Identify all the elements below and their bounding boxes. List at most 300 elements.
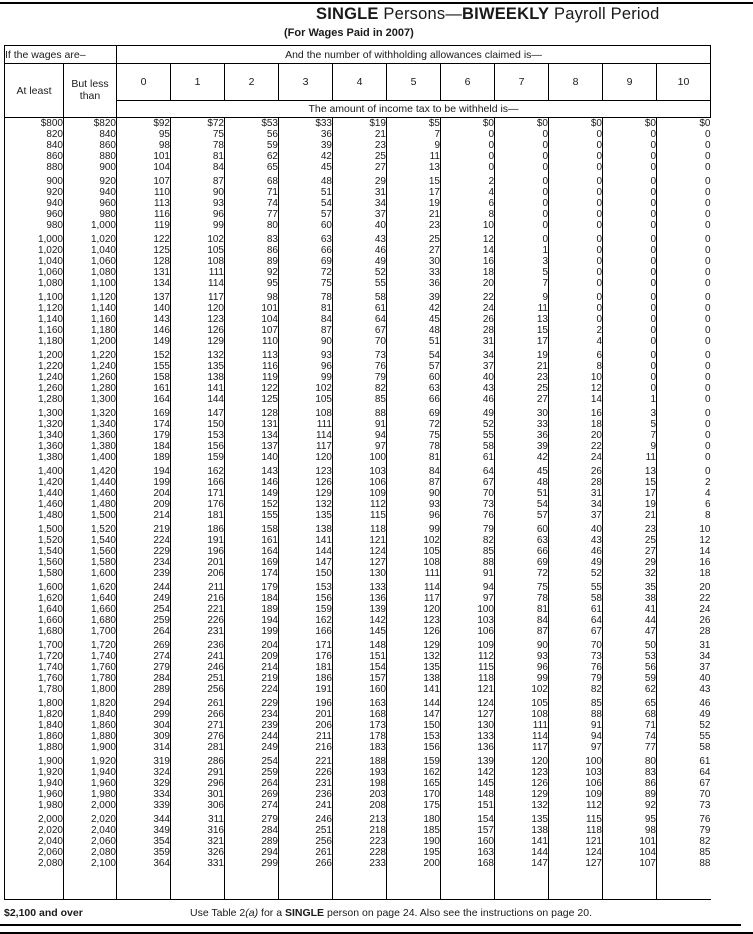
tax-cell: 193 <box>333 767 387 778</box>
wage-cell: 860 <box>46 151 63 162</box>
tax-cell: 115 <box>549 814 603 825</box>
tax-cell: 90 <box>279 336 333 347</box>
table-row <box>5 684 711 695</box>
table-row <box>5 604 711 615</box>
tax-cell: 163 <box>441 847 495 858</box>
tax-cell: 65 <box>603 698 657 709</box>
tax-cell: 229 <box>117 546 171 557</box>
tax-cell: 9 <box>387 140 441 151</box>
wage-cell: 1,060 <box>64 256 117 267</box>
wage-cell: 1,560 <box>37 557 63 568</box>
tax-cell: 21 <box>495 361 549 372</box>
tax-cell: 36 <box>387 278 441 289</box>
tax-cell: 32 <box>603 568 657 579</box>
tax-cell: 25 <box>603 535 657 546</box>
tax-cell: 107 <box>603 858 657 869</box>
tax-cell: 246 <box>279 814 333 825</box>
wage-cell: 1,380 <box>64 441 117 452</box>
tax-cell: 188 <box>333 756 387 767</box>
wage-cell: 980 <box>64 209 117 220</box>
table-row <box>5 336 711 347</box>
table-row <box>5 176 711 187</box>
tax-cell: 59 <box>225 140 279 151</box>
tax-cell: 24 <box>441 303 495 314</box>
tax-cell: 83 <box>603 767 657 778</box>
table-row <box>5 640 711 651</box>
tax-cell: 206 <box>171 568 225 579</box>
tax-cell: 99 <box>171 220 225 231</box>
amount-header-label: The amount of income tax to be withheld is— <box>117 101 711 118</box>
tax-cell: 3 <box>495 256 549 267</box>
tax-cell: 41 <box>603 604 657 615</box>
tax-cell: 115 <box>333 510 387 521</box>
tax-cell: 104 <box>225 314 279 325</box>
tax-cell: 231 <box>279 778 333 789</box>
tax-cell: 226 <box>279 767 333 778</box>
wage-cell: 1,920 <box>64 756 117 767</box>
tax-cell: 23 <box>333 140 387 151</box>
tax-cell: 12 <box>441 234 495 245</box>
spacer-cell <box>225 869 279 900</box>
tax-cell: 147 <box>387 709 441 720</box>
tax-cell: 163 <box>333 698 387 709</box>
tax-cell: $19 <box>333 118 387 130</box>
tax-cell: 266 <box>171 709 225 720</box>
tax-cell: 13 <box>603 466 657 477</box>
tax-cell: 294 <box>117 698 171 709</box>
wage-cell: 1,200 <box>37 350 63 361</box>
tax-cell: 0 <box>657 350 711 361</box>
tax-cell: 111 <box>279 419 333 430</box>
wage-cell: 1,300 <box>64 394 117 405</box>
tax-cell: 196 <box>279 698 333 709</box>
tax-cell: 83 <box>225 234 279 245</box>
table-row <box>5 836 711 847</box>
tax-cell: 176 <box>171 499 225 510</box>
tax-cell: 71 <box>603 720 657 731</box>
wage-cell: 1,680 <box>37 626 63 637</box>
tax-cell: 101 <box>225 303 279 314</box>
wage-cell: 1,980 <box>64 789 117 800</box>
tax-cell: 344 <box>117 814 171 825</box>
tax-cell: 61 <box>657 756 711 767</box>
tax-cell: 184 <box>117 441 171 452</box>
tax-cell: 134 <box>225 430 279 441</box>
tax-cell: 93 <box>279 350 333 361</box>
tax-cell: 20 <box>549 430 603 441</box>
wage-cell: 980 <box>46 220 63 231</box>
spacer-cell <box>117 869 171 900</box>
tax-cell: 12 <box>657 535 711 546</box>
wage-cell: 1,960 <box>64 778 117 789</box>
tax-cell: 0 <box>603 256 657 267</box>
wage-cell: 1,240 <box>64 361 117 372</box>
tax-cell: 106 <box>549 778 603 789</box>
tax-cell: 299 <box>117 709 171 720</box>
tax-cell: 66 <box>495 546 549 557</box>
wage-cell: 1,260 <box>37 383 63 394</box>
tax-cell: 135 <box>279 510 333 521</box>
table-row <box>5 767 711 778</box>
table-row <box>5 814 711 825</box>
tax-cell: 43 <box>549 535 603 546</box>
tax-cell: 162 <box>279 615 333 626</box>
tax-cell: 74 <box>225 198 279 209</box>
tax-cell: 131 <box>117 267 171 278</box>
tax-cell: 162 <box>171 466 225 477</box>
tax-cell: 7 <box>603 430 657 441</box>
wage-cell: 1,500 <box>64 510 117 521</box>
tax-cell: 34 <box>549 499 603 510</box>
tax-cell: 186 <box>279 673 333 684</box>
tax-cell: 130 <box>333 568 387 579</box>
tax-cell: $0 <box>603 118 657 130</box>
tax-cell: 0 <box>603 162 657 173</box>
tax-cell: 0 <box>657 209 711 220</box>
tax-cell: 219 <box>225 673 279 684</box>
tax-cell: 161 <box>225 535 279 546</box>
tax-cell: 120 <box>387 604 441 615</box>
tax-cell: 79 <box>441 524 495 535</box>
tax-cell: 281 <box>171 742 225 753</box>
tax-cell: 73 <box>333 350 387 361</box>
tax-cell: 130 <box>441 720 495 731</box>
tax-cell: 198 <box>333 778 387 789</box>
table-row <box>5 651 711 662</box>
tax-cell: 86 <box>225 245 279 256</box>
tax-cell: 190 <box>387 836 441 847</box>
tax-cell: 105 <box>171 245 225 256</box>
tax-cell: 60 <box>279 220 333 231</box>
tax-cell: 98 <box>225 292 279 303</box>
header-row-2 <box>5 64 711 101</box>
tax-cell: 73 <box>441 499 495 510</box>
tax-cell: 101 <box>603 836 657 847</box>
tax-cell: 0 <box>549 220 603 231</box>
tax-cell: 316 <box>171 825 225 836</box>
tax-cell: 0 <box>657 372 711 383</box>
tax-cell: 201 <box>171 557 225 568</box>
table-row <box>5 568 711 579</box>
tax-cell: 90 <box>387 488 441 499</box>
page-subtitle: (For Wages Paid in 2007) <box>284 27 414 39</box>
tax-cell: 62 <box>225 151 279 162</box>
tax-cell: 251 <box>171 673 225 684</box>
tax-cell: 126 <box>171 325 225 336</box>
tax-cell: 56 <box>603 662 657 673</box>
title-single: SINGLE <box>316 5 379 23</box>
tax-cell: 161 <box>117 383 171 394</box>
tax-cell: 97 <box>333 441 387 452</box>
tax-cell: 0 <box>603 245 657 256</box>
tax-cell: 76 <box>441 510 495 521</box>
tax-cell: 96 <box>279 361 333 372</box>
tax-cell: 334 <box>117 789 171 800</box>
tax-cell: 206 <box>279 720 333 731</box>
tax-cell: 0 <box>495 151 549 162</box>
table-row <box>5 278 711 289</box>
tax-cell: 127 <box>441 709 495 720</box>
tax-cell: 82 <box>657 836 711 847</box>
tax-cell: 77 <box>225 209 279 220</box>
tax-cell: 0 <box>657 303 711 314</box>
tax-cell: 289 <box>117 684 171 695</box>
tax-cell: 0 <box>549 303 603 314</box>
tax-cell: 141 <box>495 836 549 847</box>
wage-cell: 1,720 <box>64 640 117 651</box>
tax-cell: 204 <box>225 640 279 651</box>
tax-cell: 52 <box>657 720 711 731</box>
tax-cell: 90 <box>171 187 225 198</box>
tax-cell: 45 <box>279 162 333 173</box>
tax-cell: 254 <box>225 756 279 767</box>
tax-cell: 169 <box>117 408 171 419</box>
tax-cell: 67 <box>657 778 711 789</box>
tax-cell: 33 <box>387 267 441 278</box>
wage-cell: 1,320 <box>37 419 63 430</box>
footer-note-pre: Use Table 2 <box>190 907 246 919</box>
table-row <box>5 673 711 684</box>
tax-cell: 66 <box>279 245 333 256</box>
wage-cell: 1,500 <box>37 524 63 535</box>
tax-cell: 102 <box>279 383 333 394</box>
tax-cell: 0 <box>549 140 603 151</box>
table-row <box>5 383 711 394</box>
wage-cell: 1,260 <box>64 372 117 383</box>
table-row <box>5 698 711 709</box>
tax-cell: 129 <box>495 789 549 800</box>
table-row <box>5 858 711 869</box>
tax-cell: 241 <box>279 800 333 811</box>
tax-cell: 85 <box>333 394 387 405</box>
tax-cell: 117 <box>171 292 225 303</box>
wage-cell: 1,620 <box>64 582 117 593</box>
tax-cell: 231 <box>171 626 225 637</box>
tax-cell: 69 <box>495 557 549 568</box>
tax-cell: 40 <box>441 372 495 383</box>
tax-cell: 0 <box>549 129 603 140</box>
tax-cell: 0 <box>603 278 657 289</box>
tax-cell: 7 <box>387 129 441 140</box>
tax-cell: 86 <box>603 778 657 789</box>
tax-cell: 90 <box>495 640 549 651</box>
tax-cell: 153 <box>171 430 225 441</box>
table-row <box>5 593 711 604</box>
wage-cell: 1,900 <box>37 756 63 767</box>
tax-cell: 10 <box>549 372 603 383</box>
tax-cell: 0 <box>603 187 657 198</box>
tax-cell: 138 <box>387 673 441 684</box>
wage-cell: 1,780 <box>64 673 117 684</box>
spacer-row <box>5 869 711 900</box>
table-row <box>5 350 711 361</box>
tax-cell: 138 <box>279 524 333 535</box>
tax-cell: 38 <box>603 593 657 604</box>
tax-cell: 100 <box>441 604 495 615</box>
tax-cell: 128 <box>117 256 171 267</box>
tax-cell: 15 <box>387 176 441 187</box>
wage-cell: 1,080 <box>37 278 63 289</box>
tax-cell: 52 <box>441 419 495 430</box>
tax-cell: 69 <box>387 408 441 419</box>
wage-cell: 1,280 <box>37 394 63 405</box>
wage-cell: 1,480 <box>37 510 63 521</box>
tax-cell: 144 <box>495 847 549 858</box>
table-row <box>5 626 711 637</box>
tax-cell: 105 <box>387 546 441 557</box>
wage-cell: 1,060 <box>37 267 63 278</box>
tax-cell: 13 <box>387 162 441 173</box>
tax-cell: 28 <box>441 325 495 336</box>
tax-cell: 331 <box>171 858 225 869</box>
tax-cell: 61 <box>441 452 495 463</box>
allowance-col-8: 8 <box>549 64 603 101</box>
tax-cell: 0 <box>603 336 657 347</box>
table-row <box>5 731 711 742</box>
tax-cell: 23 <box>387 220 441 231</box>
tax-cell: 239 <box>117 568 171 579</box>
tax-cell: 88 <box>549 709 603 720</box>
but-less-header <box>64 64 117 118</box>
tax-cell: 19 <box>495 350 549 361</box>
tax-cell: 17 <box>603 488 657 499</box>
tax-cell: 119 <box>225 372 279 383</box>
tax-cell: 203 <box>333 789 387 800</box>
tax-cell: 213 <box>333 814 387 825</box>
table-row <box>5 220 711 231</box>
tax-cell: 139 <box>333 604 387 615</box>
table-row <box>5 234 711 245</box>
wage-cell: 1,100 <box>64 278 117 289</box>
tax-cell: 37 <box>657 662 711 673</box>
wage-cell: 1,000 <box>37 234 63 245</box>
at-least-header: At least <box>5 64 64 118</box>
wage-cell: 1,940 <box>64 767 117 778</box>
tax-cell: 34 <box>333 198 387 209</box>
tax-cell: 30 <box>495 408 549 419</box>
tax-cell: 149 <box>117 336 171 347</box>
table-row <box>5 245 711 256</box>
wage-cell: 1,160 <box>37 325 63 336</box>
tax-cell: 46 <box>333 245 387 256</box>
tax-cell: 132 <box>171 350 225 361</box>
tax-cell: 208 <box>333 800 387 811</box>
wage-cell: 1,800 <box>64 684 117 695</box>
tax-cell: 158 <box>225 524 279 535</box>
tax-cell: 120 <box>171 303 225 314</box>
tax-cell: 304 <box>117 720 171 731</box>
tax-cell: 137 <box>117 292 171 303</box>
tax-cell: 51 <box>387 336 441 347</box>
allowances-header-label: And the number of withholding allowances claimed is— <box>117 46 711 64</box>
tax-cell: 24 <box>657 604 711 615</box>
tax-cell: 201 <box>279 709 333 720</box>
tax-cell: 87 <box>495 626 549 637</box>
tax-cell: 144 <box>171 394 225 405</box>
tax-cell: 0 <box>657 267 711 278</box>
wage-cell: 2,000 <box>64 800 117 811</box>
tax-cell: 160 <box>441 836 495 847</box>
tax-cell: 226 <box>171 615 225 626</box>
tax-cell: 49 <box>333 256 387 267</box>
tax-cell: 126 <box>387 626 441 637</box>
wage-cell: 1,600 <box>37 582 63 593</box>
tax-cell: 127 <box>549 858 603 869</box>
tax-cell: 0 <box>657 314 711 325</box>
table-row <box>5 325 711 336</box>
table-row <box>5 662 711 673</box>
tax-cell: 214 <box>225 662 279 673</box>
tax-cell: 25 <box>333 151 387 162</box>
tax-cell: 309 <box>117 731 171 742</box>
tax-cell: 216 <box>279 742 333 753</box>
tax-cell: 279 <box>225 814 279 825</box>
tax-cell: 150 <box>171 419 225 430</box>
tax-cell: 103 <box>441 615 495 626</box>
wage-cell: 1,400 <box>64 452 117 463</box>
tax-cell: 108 <box>279 408 333 419</box>
tax-cell: 136 <box>441 742 495 753</box>
tax-cell: 28 <box>657 626 711 637</box>
allowance-col-0: 0 <box>117 64 171 101</box>
spacer-cell <box>603 869 657 900</box>
tax-cell: 326 <box>171 847 225 858</box>
tax-cell: 79 <box>333 372 387 383</box>
tax-cell: 171 <box>279 640 333 651</box>
tax-cell: 254 <box>117 604 171 615</box>
wage-cell: 840 <box>64 129 117 140</box>
tax-cell: 89 <box>225 256 279 267</box>
tax-cell: 122 <box>117 234 171 245</box>
tax-cell: 33 <box>495 419 549 430</box>
tax-cell: 103 <box>333 466 387 477</box>
tax-cell: 155 <box>225 510 279 521</box>
spacer-cell <box>387 869 441 900</box>
tax-cell: 168 <box>441 858 495 869</box>
tax-cell: 16 <box>549 408 603 419</box>
tax-cell: 314 <box>117 742 171 753</box>
tax-cell: 73 <box>549 651 603 662</box>
wage-cell: 1,640 <box>64 593 117 604</box>
tax-cell: 40 <box>333 220 387 231</box>
table-row <box>5 408 711 419</box>
tax-cell: 47 <box>603 626 657 637</box>
tax-cell: 157 <box>333 673 387 684</box>
tax-cell: 20 <box>441 278 495 289</box>
tax-cell: 0 <box>549 278 603 289</box>
spacer-cell <box>549 869 603 900</box>
tax-cell: 92 <box>603 800 657 811</box>
tax-cell: 0 <box>549 267 603 278</box>
tax-cell: 0 <box>657 140 711 151</box>
wage-cell: 1,740 <box>37 662 63 673</box>
table-footer <box>4 907 749 919</box>
tax-cell: 165 <box>387 778 441 789</box>
tax-cell: 0 <box>657 383 711 394</box>
tax-cell: 6 <box>657 499 711 510</box>
wage-cell: 2,080 <box>37 858 63 869</box>
tax-cell: 321 <box>171 836 225 847</box>
wage-cell: 1,360 <box>37 441 63 452</box>
table-row <box>5 825 711 836</box>
tax-cell: 259 <box>117 615 171 626</box>
wage-cell: 1,820 <box>64 698 117 709</box>
tax-cell: 93 <box>495 651 549 662</box>
tax-cell: 14 <box>657 546 711 557</box>
wage-cell: 2,000 <box>37 814 63 825</box>
wage-cell: 1,120 <box>64 292 117 303</box>
tax-cell: 53 <box>603 651 657 662</box>
